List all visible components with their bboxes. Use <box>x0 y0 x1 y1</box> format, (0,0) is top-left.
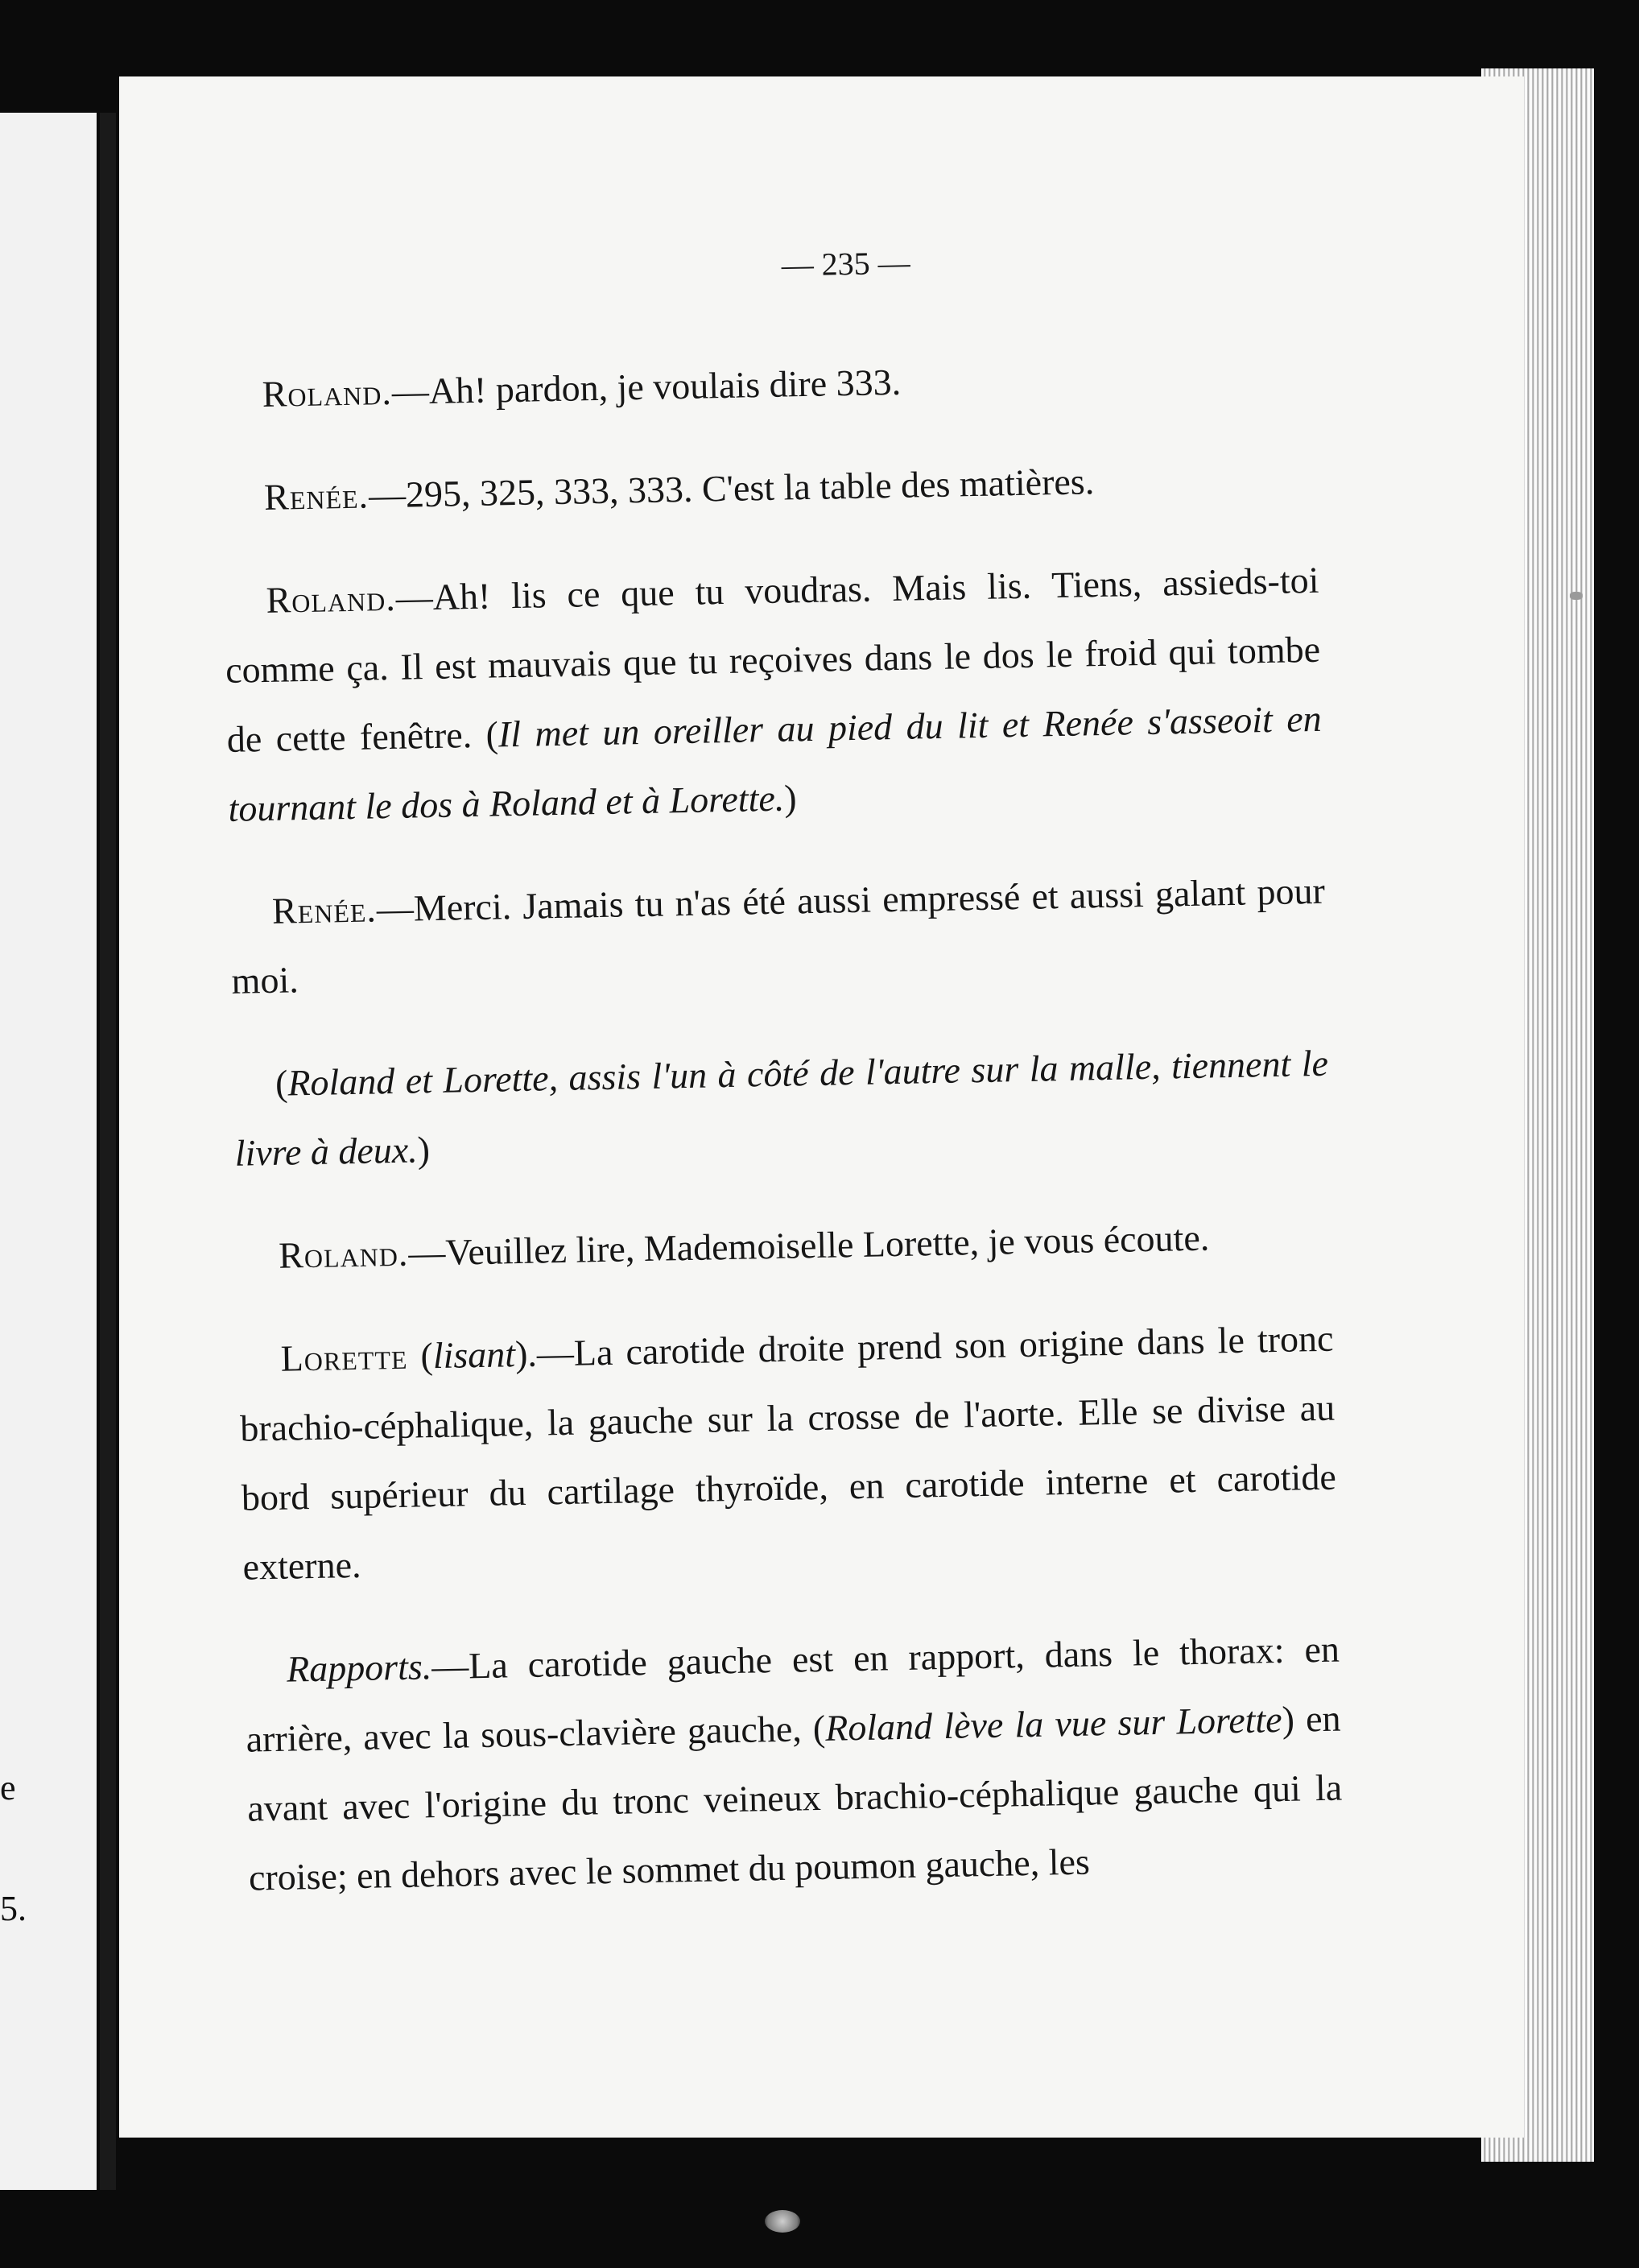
paren-open: ( <box>407 1335 434 1377</box>
paren-close: ) <box>417 1129 431 1171</box>
dialogue-text: —La carotide gauche est en rapport, dans le thorax: en arrière, avec la sous-clavière gauche, ( <box>246 1628 1340 1760</box>
scan-speck <box>1570 592 1583 600</box>
dialogue-paragraph <box>221 443 1317 533</box>
speaker-name: Roland. <box>266 576 397 621</box>
speaker-name: Renée. <box>263 474 369 518</box>
dialogue-paragraph <box>238 1304 1338 1602</box>
dialogue-paragraph <box>229 857 1327 1016</box>
dialogue-text: —Ah! pardon, je voulais dire 333. <box>391 361 902 412</box>
speaker-name: Roland. <box>262 370 393 415</box>
paren-close: ). <box>514 1332 538 1375</box>
page-text <box>217 221 1344 1947</box>
dialogue-paragraph <box>224 546 1323 844</box>
dialogue-paragraph <box>244 1615 1344 1913</box>
dialogue-text: —La carotide droite prend son origine dans le tronc brachio-céphalique, la gauche sur la crosse de l'aorte. Elle se divise au bord supérieur du cartilage thyroïde, en carotide interne et carotide externe. <box>239 1317 1337 1588</box>
dialogue-text: —Merci. Jamais tu n'as été aussi empressé et aussi galant pour moi. <box>231 870 1326 1002</box>
dialogue-paragraph <box>236 1201 1331 1291</box>
dialogue-paragraph <box>220 340 1315 430</box>
dialogue-text: —Veuillez lire, Mademoiselle Lorette, je vous écoute. <box>407 1217 1210 1274</box>
scan-smudge <box>765 2210 800 2233</box>
dialogue-text: —Ah! lis ce que tu voudras. Mais lis. Tiens, assieds-toi comme ça. Il est mauvais que tu reçoives dans le dos le froid qui tombe de cette fenêtre. ( <box>225 559 1321 760</box>
facing-page-edge <box>0 113 97 2190</box>
stage-direction: lisant <box>432 1333 516 1377</box>
dialogue-text-continued: ) en avant avec l'origine du tronc veineux brachio-céphalique gauche qui la croise; en dehors avec le sommet du poumon gauche, les <box>246 1697 1343 1898</box>
book-spine <box>100 113 116 2190</box>
stage-direction: Roland lève la vue sur Lorette <box>824 1698 1283 1749</box>
page-number: — 235 — <box>781 244 911 283</box>
paren-close: ) <box>783 777 798 819</box>
speaker-name: Roland. <box>278 1232 409 1276</box>
speaker-name: Renée. <box>271 888 378 932</box>
stage-direction: Il met un oreiller au pied du lit et Renée s'asseoit en tournant le dos à Roland et à Lorette. <box>228 697 1323 829</box>
section-heading: Rapports. <box>286 1646 432 1690</box>
speaker-name: Lorette <box>280 1335 408 1379</box>
facing-page-fragment: e <box>0 1768 16 1807</box>
paren-open: ( <box>275 1062 288 1104</box>
facing-page-fragment: 5. <box>0 1889 27 1928</box>
stage-direction-paragraph <box>233 1029 1330 1188</box>
dialogue-text: —295, 325, 333, 333. C'est la table des matières. <box>368 461 1095 516</box>
stage-direction: Roland et Lorette, assis l'un à côté de l'autre sur la malle, tiennent le livre à deux. <box>234 1042 1329 1174</box>
